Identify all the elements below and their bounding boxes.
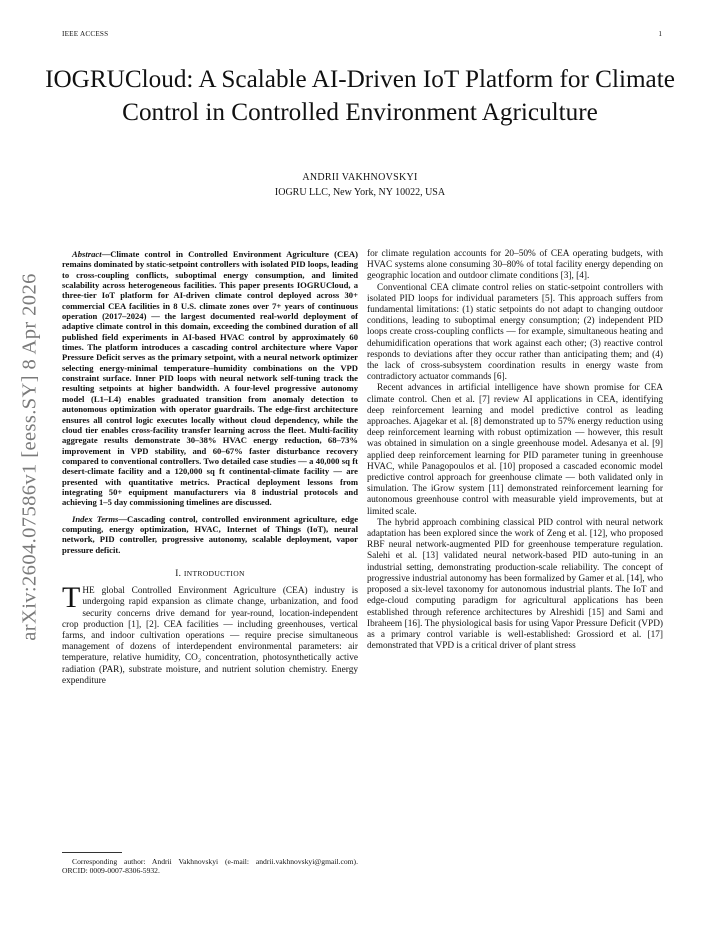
left-column [62, 249, 358, 687]
footnote-rule [62, 852, 122, 853]
right-paragraph-3: Recent advances in artificial intelligence have shown promise for CEA climate control. Chen et al. [7] review AI applications in CEA, identifying deep reinforcement learning and model predictive control as leading approaches. Ajagekar et al. [8] demonstrated up to 57% energy reduction using deep reinforcement learning with robust optimization — however, this result was obtained in simulation on a single greenhouse model. Adesanya et al. [9] applied deep reinforcement learning for PID parameter tuning in greenhouse HVAC, while Panagopoulos et al. [10] proposed a cascaded economic model predictive control approach for greenhouse climate — both validated only in simulation. The iGrow system [11] demonstrated reinforcement learning for autonomous greenhouse control with measurable yield improvements, but at limited scale. [367, 383, 663, 517]
section-heading [62, 568, 358, 580]
intro-paragraph-text: HE global Controlled Environment Agriculture (CEA) industry is undergoing rapid expansion as climate change, urbanization, and food security concerns drive demand for year-round, location-independent crop production [1], [2]. CEA facilities — including greenhouses, vertical farms, and indoor cultivation operations — require precise simultaneous management of dozens of interdependent environmental parameters: air temperature, relative humidity, CO₂ concentration, photosynthetically active radiation (PAR), substrate moisture, and nutrient solution chemistry. Energy expenditure [62, 586, 358, 686]
footnote: Corresponding author: Andrii Vakhnovskyi (e-mail: andrii.vakhnovskyi@gmail.com). ORCID: 0009-0007-8306-5932. [62, 857, 358, 876]
right-paragraph-1: for climate regulation accounts for 20–50% of CEA operating budgets, with HVAC systems alone consuming 30–80% of total facility energy depending on geographic location and outdoor climate conditions [3], [4]. [367, 249, 663, 282]
intro-paragraph [62, 581, 358, 687]
right-column [367, 249, 663, 652]
section-title: INTRODUCTION [183, 568, 245, 578]
abstract-label: Abstract [72, 249, 102, 259]
arxiv-stamp [10, 262, 50, 652]
section-number: I. [175, 568, 182, 579]
paper-title: IOGRUCloud: A Scalable AI-Driven IoT Platform for Climate Control in Controlled Environment Agriculture [45, 66, 675, 126]
drop-cap: T [62, 581, 81, 615]
author-affiliation: IOGRU LLC, New York, NY 10022, USA [274, 187, 446, 198]
abstract-text: —Climate control in Controlled Environment Agriculture (CEA) remains dominated by static-setpoint controllers with isolated PID loops, leading to cross-coupling conflicts, suboptimal energy consumption, and limited scalability across heterogeneous facilities. This paper presents IOGRUCloud, a three-tier IoT platform for AI-driven climate control deployed across 30+ commercial CEA facilities in 8 U.S. climate zones over 7+ years of continuous operation (2017–2024) — the largest documented real-world deployment of adaptive climate control in this domain, exceeding the combined duration of all published field experiments in AI-based HVAC control by approximately 60 times. The platform introduces a cascading control architecture where Vapor Pressure Deficit serves as the primary setpoint, with a neural network optimizer selecting energy-minimal temperature–humidity combinations on the VPD constraint surface. Inner PID loops with neural network self-tuning track the resulting setpoints at higher bandwidth. A four-level progressive autonomy model (L1–L4) enables graduated transition from anomaly detection to autonomous optimization with operator guardrails. The edge-first architecture ensures all control logic executes locally without cloud dependency, while the cloud tier enables cross-facility transfer learning across the fleet. Multi-facility aggregate results demonstrate 30–38% HVAC energy reduction, 68–73% improvement in VPD stability, and 60–67% faster disturbance recovery compared to conventional controllers. Two detailed case studies — a 40,000 sq ft desert-climate facility and a 120,000 sq ft continental-climate facility — are presented with quantitative metrics. Practical deployment lessons from integrating 50+ equipment manufacturers via 8 industrial protocols and achieving 1–5 day commissioning timelines are discussed. [62, 249, 358, 508]
index-terms-text: —Cascading control, controlled environment agriculture, edge computing, energy optimization, HVAC, Internet of Things (IoT), neural network, PID controller, progressive autonomy, scalable deployment, vapor pressure deficit. [62, 513, 359, 555]
arxiv-stamp-text: arXiv:2604.07586v1 [eess.SY] 8 Apr 2026 [18, 273, 41, 641]
author-name: ANDRII VAKHNOVSKYI [302, 172, 418, 183]
index-terms-label: Index Terms [72, 513, 119, 524]
page-number: 1 [658, 30, 662, 38]
right-paragraph-4: The hybrid approach combining classical PID control with neural network adaptation has been explored since the work of Zeng et al. [12], who proposed RBF neural network-augmented PID for greenhouse temperature regulation. Salehi et al. [13] validated neural network-based PID auto-tuning in an industrial setting, demonstrating production-scale reliability. The concept of progressive industrial autonomy has been formalized by Gamer et al. [14], who proposed a six-level taxonomy for autonomous industrial plants. The IoT and edge-cloud computing paradigm for agricultural applications has been established through reference architectures by Alreshidi [15] and Sami and Ibraheem [16]. The physiological basis for using Vapor Pressure Deficit (VPD) as a primary control variable is well-established: Grossiord et al. [17] demonstrated that VPD is a critical driver of plant stress [367, 517, 663, 652]
running-header: IEEE ACCESS [62, 30, 109, 38]
index-terms [62, 514, 358, 555]
right-paragraph-2: Conventional CEA climate control relies on static-setpoint controllers with isolated PID loops for individual parameters [5]. This approach suffers from fundamental limitations: (1) static setpoints do not adapt to changing outdoor conditions, leading to suboptimal energy consumption; (2) independent PID loops create cross-coupling conflicts — for example, simultaneous heating and dehumidification operations that work against each other; (3) reactive control responds to deviations after they occur rather than anticipating them; and (4) the lack of cross-subsystem coordination results in energy waste from contradictory actuator commands [6]. [367, 282, 663, 383]
abstract [62, 249, 358, 508]
